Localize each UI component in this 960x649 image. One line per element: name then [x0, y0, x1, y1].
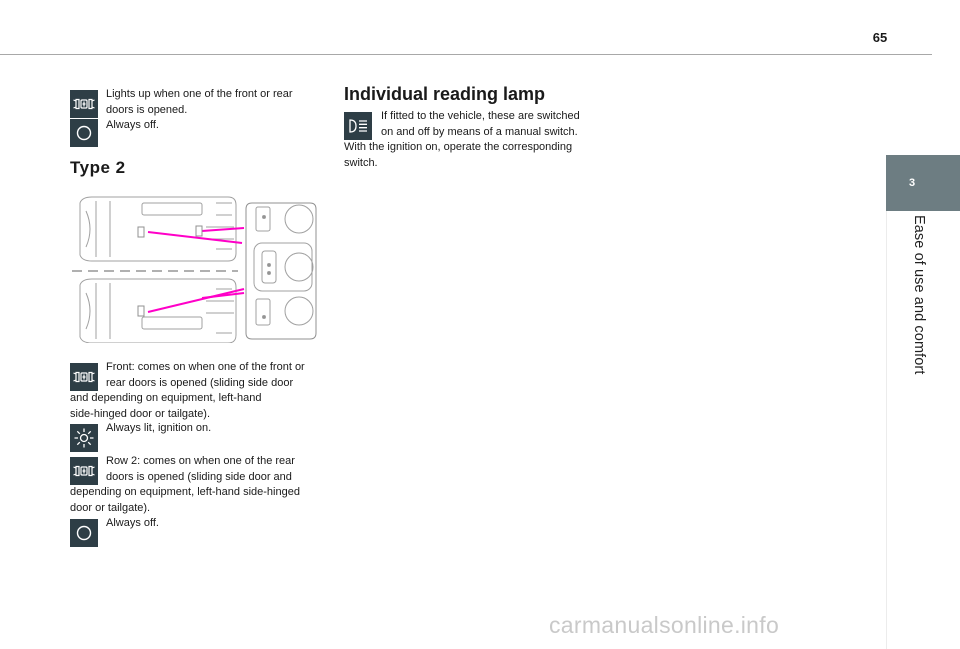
interior-lamp-diagram [66, 193, 322, 343]
text-line: With the ignition on, operate the corresponding [344, 141, 573, 153]
text-line: doors is opened (sliding side door and [106, 470, 292, 483]
text-line: Lights up when one of the front or rear [106, 88, 293, 100]
lamp-on-text [106, 421, 211, 437]
top-item-1-text [106, 87, 293, 118]
reading-lamp-text-a [381, 109, 580, 140]
text-line: switch. [344, 156, 378, 169]
type2-heading: Type 2 [70, 158, 126, 177]
watermark: carmanualsonline.info [549, 612, 780, 638]
door-open-lamp-icon [70, 90, 98, 118]
lamp-off-icon [70, 519, 98, 547]
lamp-off-icon [70, 119, 98, 147]
text-line: If fitted to the vehicle, these are switched [381, 110, 580, 122]
reading-lamp-text-b [344, 140, 572, 171]
chapter-tab[interactable]: 3 [886, 155, 960, 211]
text-line: doors is opened. [106, 103, 188, 116]
row2-lamp-off-text [106, 516, 159, 532]
text-line: Front: comes on when one of the front or [106, 361, 305, 373]
text-line: and depending on equipment, left-hand [70, 392, 262, 404]
text-line: on and off by means of a manual switch. [381, 125, 578, 138]
text-line: Always off. [106, 119, 159, 131]
chapter-title: Ease of use and comfort [911, 215, 927, 375]
text-line: Always lit, ignition on. [106, 422, 212, 434]
text-line: Always off. [106, 517, 159, 529]
reading-lamp-heading: Individual reading lamp [344, 84, 546, 104]
front-item-text-b [70, 391, 261, 422]
text-line: Row 2: comes on when one of the rear [106, 455, 295, 467]
front-item-text-a [106, 360, 305, 391]
door-open-lamp-icon [70, 457, 98, 485]
row2-item-text-a [106, 454, 295, 485]
lamp-on-icon [70, 424, 98, 452]
text-line: depending on equipment, left-hand side-hinged [70, 486, 300, 498]
text-line: door or tailgate). [70, 501, 151, 514]
text-line: rear doors is opened (sliding side door [106, 376, 294, 389]
door-open-lamp-icon [70, 363, 98, 391]
top-item-2-text [106, 118, 159, 134]
header-rule [0, 54, 932, 55]
row2-item-text-b [70, 485, 300, 516]
reading-lamp-icon [344, 112, 372, 140]
page-number: 65 [872, 30, 888, 45]
text-line: side-hinged door or tailgate). [70, 407, 211, 420]
